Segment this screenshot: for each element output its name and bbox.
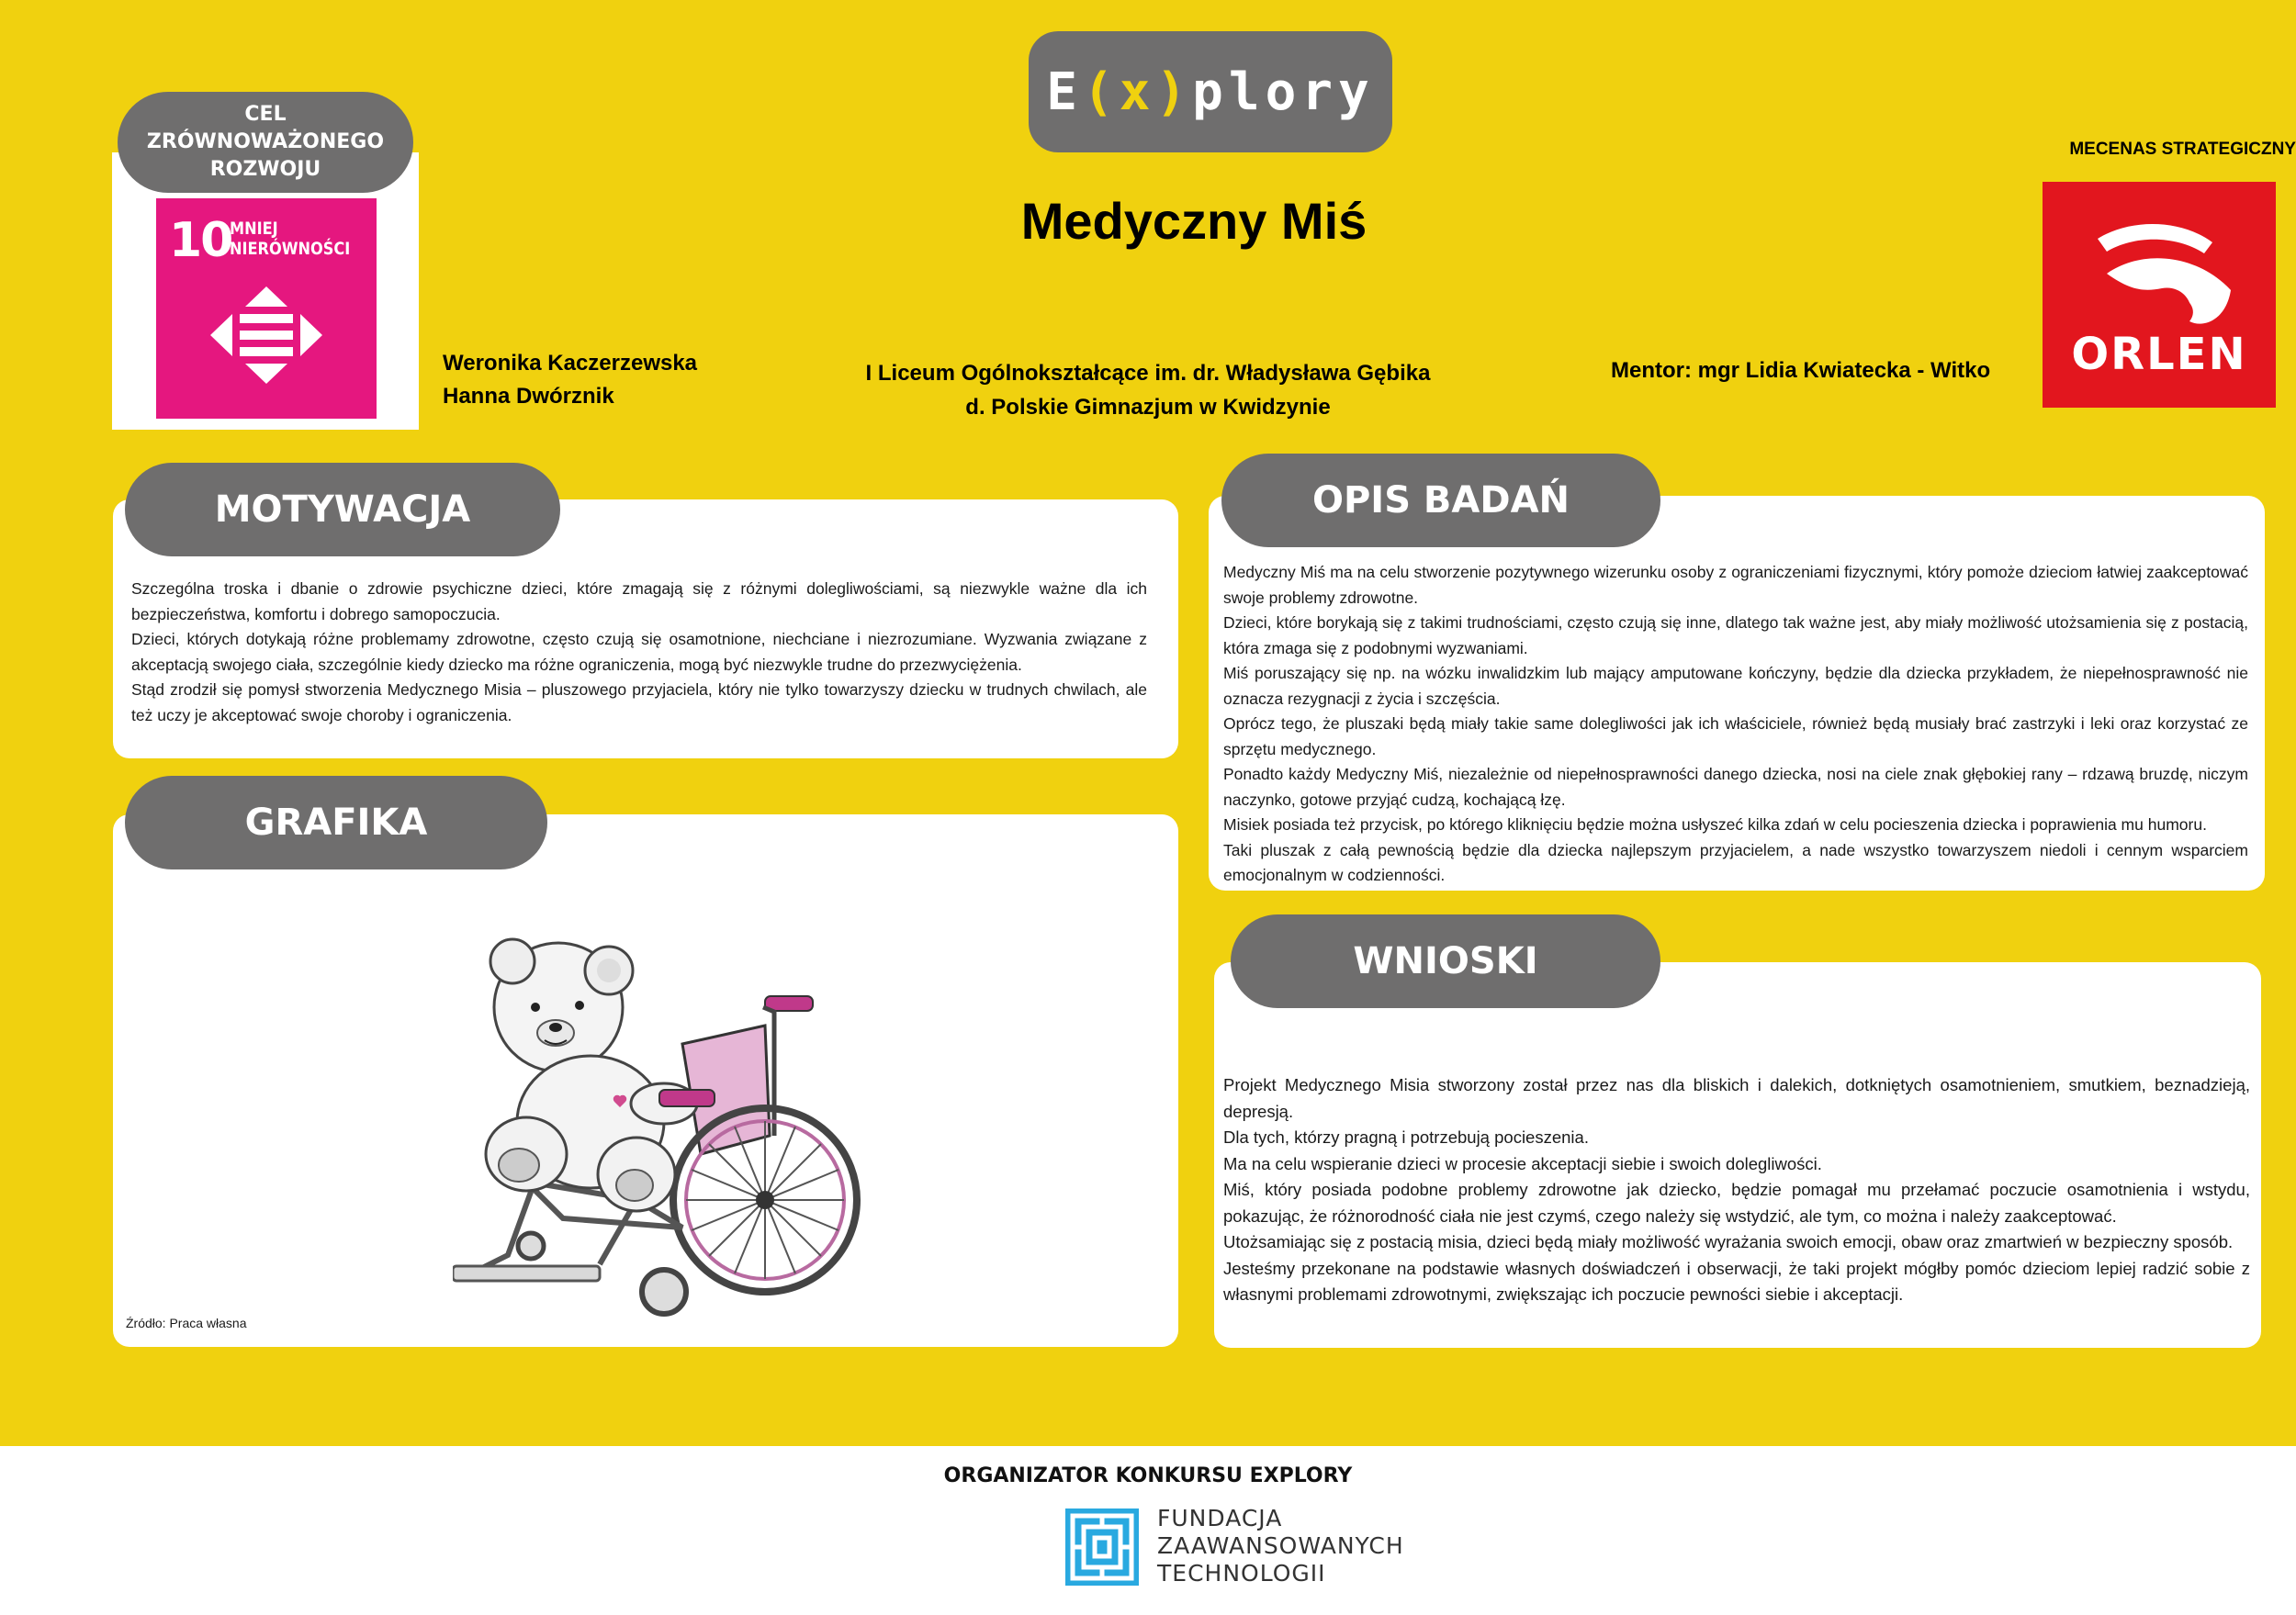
motywacja-text: Szczególna troska i dbanie o zdrowie psychiczne dzieci, które zmagają się z różnymi dolegliwościami, są niezwykle ważne dla ich bezpieczeństwa, komfortu i dobrego samopoczucia. Dzieci, których dotykają różne problemamy zdrowotne, często czują się osamotnione, niechciane i niezrozumiane. Wyzwania związane z akceptacją swojego ciała, szczególnie kiedy dziecko ma różne ograniczenia, mogą być niezwykle trudne do przezwyciężenia. Stąd zrodził się pomysł stworzenia Medycznego Misia – pluszowego przyjaciela, który nie tylko towarzyszy dziecku w trudnych chwilach, ale też uczy je akceptować swoje choroby i ograniczenia. (131, 579, 1147, 724)
sdg-name: MNIEJ NIERÓWNOŚCI (230, 219, 351, 259)
sdg-badge: CEL ZRÓWNOWAŻONEGO ROZWOJU (118, 92, 413, 193)
author-2: Hanna Dwórznik (443, 384, 614, 409)
school: I Liceum Ogólnokształcące im. dr. Władysława Gębika d. Polskie Gimnazjum w Kwidzynie (865, 361, 1431, 420)
orlen-logo (2043, 182, 2276, 408)
sdg-10-tile (156, 198, 377, 419)
fundacja-maze-icon (1065, 1508, 1139, 1586)
wnioski-card (1214, 962, 2261, 1348)
sponsor-label: MECENAS STRATEGICZNY (2069, 140, 2296, 159)
image-source: Źródło: Praca własna (126, 1316, 247, 1330)
footer (0, 1446, 2296, 1615)
author-1: Weronika Kaczerzewska (443, 351, 698, 376)
motywacja-heading: MOTYWACJA (125, 463, 560, 556)
grafika-card (113, 814, 1178, 1347)
fundacja-name: FUNDACJA ZAAWANSOWANYCH TECHNOLOGII (1157, 1505, 1404, 1587)
orlen-name: ORLEN (2071, 329, 2247, 380)
wnioski-text: Projekt Medycznego Misia stworzony został przez nas dla bliskich i dalekich, dotkniętych osamotnieniem, smutkiem, beznadzieją, depresją. Dla tych, którzy pragną i potrzebują pocieszenia. Ma na celu wspieranie dzieci w procesie akceptacji siebie i swoich dolegliwości. Miś, który posiada podobne problemy zdrowotne jak dziecko, będzie pomagał mu przełamać poczucie osamotnienia i wstydu, pokazując, że różnorodność ciała nie jest czymś, czego należy się wstydzić, ale tym, co można i należy zaakceptować. Utożsamiając się z postacią misia, dzieci będą miały możliwość wyrażania swoich emocji, obaw oraz zmartwień w bezpieczny sposób. Jesteśmy przekonane na podstawie własnych doświadczeń i obserwacji, że taki projekt mógłby pomóc dzieciom lepiej radzić sobie z własnymi problemami zdrowotnymi, zwiększając ich poczucie pewności siebie i akceptacji. (1223, 1075, 2250, 1304)
grafika-heading: GRAFIKA (125, 776, 547, 869)
authors (443, 347, 697, 413)
teddy-wheelchair-illustration (453, 925, 912, 1319)
page-title: Medyczny Miś (1020, 192, 1367, 250)
sdg-number: 10 (169, 213, 232, 268)
explory-logo: E ( x ) plory (1029, 31, 1392, 152)
wnioski-heading: WNIOSKI (1231, 914, 1660, 1008)
equality-icon (156, 198, 377, 419)
opis-text: Medyczny Miś ma na celu stworzenie pozytywnego wizerunku osoby z ograniczeniami fizycznymi, który pomoże dzieciom łatwiej zaakceptować swoje problemy zdrowotne. Dzieci, które borykają się z takimi trudnościami, często czują się inne, dlatego tak ważne jest, aby miały możliwość utożsamienia się z postacią, która zmaga się z podobnymi wyzwaniami. Miś poruszający się np. na wózku inwalidzkim lub mający amputowane kończyny, będzie dla dziecka przykładem, że niepełnosprawność nie oznacza rezygnacji z życia i szczęścia. Oprócz tego, że pluszaki będą miały takie same dolegliwości jak ich właściciele, również będą musiały brać zastrzyki i leki oraz korzystać ze sprzętu medycznego. Ponadto każdy Medyczny Miś, niezależnie od niepełnosprawności danego dziecka, nosi na ciele znak głębokiej rany – rdzawą bruzdę, niczym naczynko, gotowe przyjąć cudzą, kochającą łzę. Misiek posiada też przycisk, po którego kliknięciu będzie można usłyszeć kilka zdań w celu pocieszenia dziecka i poprawienia mu humoru. Taki pluszak z całą pewnością będzie dla dziecka najlepszym przyjacielem, a nade wszystko towarzyszem niedoli i cennym wsparciem emocjonalnym w codzienności. (1223, 563, 2248, 884)
mentor: Mentor: mgr Lidia Kwiatecka - Witko (1611, 358, 1991, 383)
fundacja-logo (1065, 1505, 1404, 1589)
opis-heading: OPIS BADAŃ (1221, 454, 1660, 547)
organizer-label: ORGANIZATOR KONKURSU EXPLORY (943, 1464, 1353, 1487)
opis-card (1209, 496, 2265, 891)
